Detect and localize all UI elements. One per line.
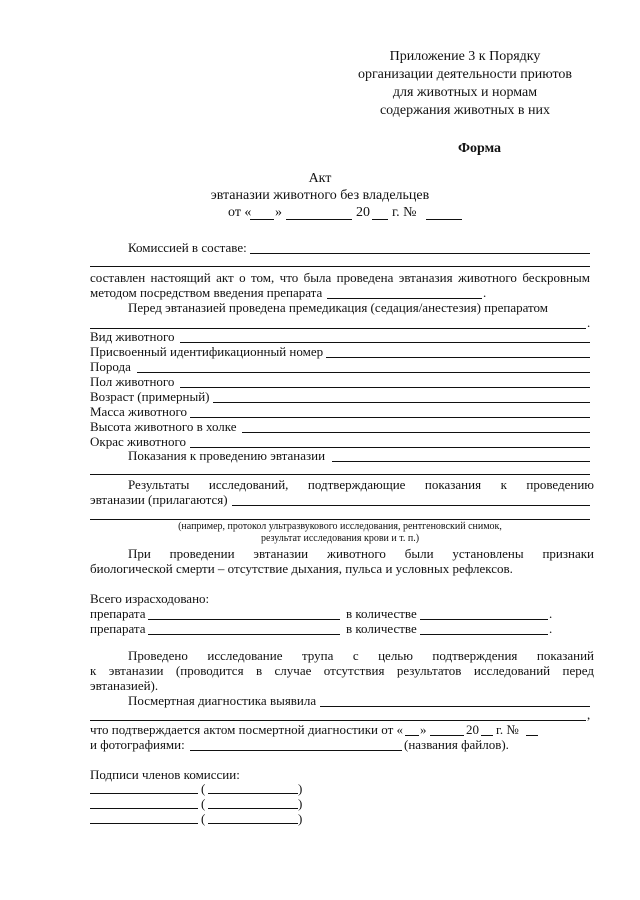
annex-line: для животных и нормам: [392, 85, 538, 100]
death-signs-text: При проведении эвтаназии животного были установлены признаки: [128, 546, 594, 561]
photos-suffix: (названия файлов).: [404, 737, 509, 752]
date-month-blank[interactable]: [286, 219, 352, 220]
death-signs-text: биологической смерти – отсутствие дыхания, пульса и условных рефлексов.: [90, 561, 513, 576]
signature-paren: ): [298, 781, 303, 796]
results-note: результат исследования крови и т. п.): [260, 533, 420, 544]
period-mark: .: [549, 621, 553, 636]
act-subtitle: эвтаназии животного без владельцев: [210, 188, 430, 203]
year-blank[interactable]: [372, 219, 388, 220]
field-blank[interactable]: [137, 372, 590, 373]
postmortem-blank[interactable]: [90, 720, 586, 721]
confirmation-year-blank[interactable]: [481, 735, 493, 736]
composed-line: методом посредством введения препарата: [90, 285, 323, 300]
field-label: Окрас животного: [90, 434, 186, 449]
period-mark: .: [483, 285, 487, 300]
signature-paren: (: [201, 811, 206, 826]
annex-line: организации деятельности приютов: [357, 67, 573, 82]
year-suffix: г. №: [392, 205, 417, 220]
form-label: Форма: [458, 141, 502, 156]
signature-name-blank[interactable]: [208, 808, 298, 809]
consumption-heading: Всего израсходовано:: [90, 591, 210, 606]
commission-label: Комиссией в составе:: [128, 240, 247, 255]
field-label: Высота животного в холке: [90, 419, 237, 434]
consumption-drug-label: препарата: [90, 606, 146, 621]
signature-paren: (: [201, 781, 206, 796]
postmortem-label: Посмертная диагностика выявила: [128, 693, 317, 708]
drug-blank[interactable]: [327, 298, 482, 299]
consumption-drug-label: препарата: [90, 621, 146, 636]
confirmation-number-blank[interactable]: [526, 735, 538, 736]
field-blank[interactable]: [326, 357, 590, 358]
premed-text: Перед эвтаназией проведена премедикация (седация/анестезия) препаратом: [128, 300, 549, 315]
results-text: Результаты исследований, подтверждающие показания к проведению: [128, 477, 594, 492]
period-mark: .: [587, 315, 591, 330]
signature-paren: (: [201, 796, 206, 811]
field-label: Пол животного: [90, 374, 175, 389]
photos-prefix: и фотографиями:: [90, 737, 185, 752]
consumption-drug-blank[interactable]: [148, 619, 340, 620]
annex-line: Приложение 3 к Порядку: [389, 49, 541, 64]
field-blank[interactable]: [190, 417, 590, 418]
indications-blank[interactable]: [332, 461, 590, 462]
consumption-qty-blank[interactable]: [420, 619, 548, 620]
composed-line: составлен настоящий акт о том, что была проведена эвтаназия животного бескровным: [90, 270, 590, 285]
results-note: (например, протокол ультразвукового исследования, рентгеновский снимок,: [178, 521, 502, 532]
annex-line: содержания животных в них: [379, 103, 551, 118]
signatures-heading: Подписи членов комиссии:: [90, 767, 240, 782]
field-label: Масса животного: [90, 404, 188, 419]
confirmation-day-blank[interactable]: [405, 735, 419, 736]
consumption-qty-blank[interactable]: [420, 634, 548, 635]
comma-mark: ,: [587, 707, 591, 722]
signature-paren: ): [298, 811, 303, 826]
photos-blank[interactable]: [190, 750, 402, 751]
consumption-qty-label: в количестве: [346, 621, 417, 636]
confirmation-prefix: что подтверждается актом посмертной диагностики от «: [90, 722, 404, 737]
field-blank[interactable]: [180, 387, 590, 388]
commission-blank[interactable]: [90, 266, 590, 267]
autopsy-text: Проведено исследование трупа с целью подтверждения показаний: [128, 648, 594, 663]
confirmation-month-blank[interactable]: [430, 735, 464, 736]
signature-paren: ): [298, 796, 303, 811]
confirmation-mid: »: [420, 722, 427, 737]
signature-blank[interactable]: [90, 793, 198, 794]
year-prefix: 20: [356, 205, 370, 220]
consumption-qty-label: в количестве: [346, 606, 417, 621]
act-number-blank[interactable]: [426, 219, 462, 220]
autopsy-text: эвтаназией).: [90, 678, 159, 693]
results-blank[interactable]: [90, 519, 590, 520]
act-title: Акт: [308, 171, 332, 186]
field-label: Присвоенный идентификационный номер: [90, 344, 324, 359]
date-prefix: от «: [228, 205, 252, 220]
signature-name-blank[interactable]: [208, 793, 298, 794]
commission-blank[interactable]: [250, 253, 590, 254]
date-mid: »: [275, 205, 282, 220]
field-label: Вид животного: [90, 329, 175, 344]
field-label: Порода: [90, 359, 131, 374]
period-mark: .: [549, 606, 553, 621]
date-day-blank[interactable]: [250, 219, 274, 220]
signature-blank[interactable]: [90, 823, 198, 824]
confirmation-no: г. №: [496, 722, 519, 737]
field-blank[interactable]: [180, 342, 590, 343]
results-text: эвтаназии (прилагаются): [90, 492, 228, 507]
field-blank[interactable]: [242, 432, 590, 433]
results-blank[interactable]: [232, 505, 590, 506]
confirmation-year: 20: [466, 722, 479, 737]
postmortem-blank[interactable]: [320, 706, 590, 707]
autopsy-text: к эвтаназии (проводится в случае отсутствия результатов исследований перед: [90, 663, 594, 678]
signature-blank[interactable]: [90, 808, 198, 809]
signature-name-blank[interactable]: [208, 823, 298, 824]
annex-header: [330, 48, 600, 120]
indications-label: Показания к проведению эвтаназии: [128, 448, 326, 463]
field-label: Возраст (примерный): [90, 389, 210, 404]
consumption-drug-blank[interactable]: [148, 634, 340, 635]
field-blank[interactable]: [213, 402, 590, 403]
indications-blank[interactable]: [90, 474, 590, 475]
